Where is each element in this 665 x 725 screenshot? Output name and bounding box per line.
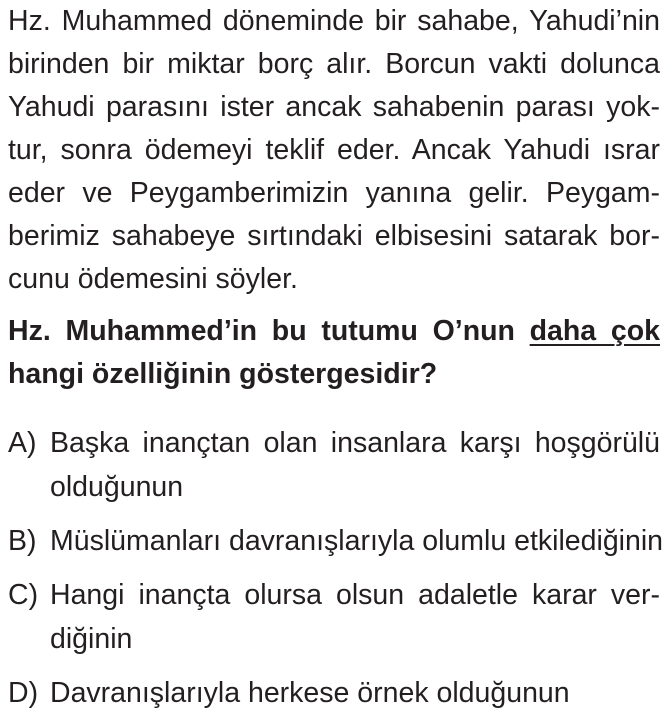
option-letter: C): [8, 579, 39, 611]
option-line: olduğunun: [50, 471, 184, 503]
passage-line: cunu ödemesini söyler.: [8, 263, 298, 295]
option-text: [50, 421, 660, 509]
passage-text: [8, 0, 660, 301]
option-c[interactable]: [8, 573, 660, 661]
option-d[interactable]: [8, 671, 660, 715]
question-line: [8, 310, 660, 353]
passage-line: berimiz sahabeye sırtındaki elbisesini satarak bor-: [8, 220, 660, 252]
question-emphasis: daha çok: [529, 315, 660, 347]
option-line: Hangi inançta olursa olsun adaletle karar ver-: [50, 579, 660, 611]
option-line: Müslümanları davranışlarıyla olumlu etkilediğinin: [50, 525, 664, 557]
option-b[interactable]: [8, 519, 664, 563]
option-line: Başka inançtan olan insanlara karşı hoşgörülü: [50, 427, 660, 459]
option-letter: D): [8, 677, 39, 709]
option-letter: B): [8, 525, 37, 557]
question-line: hangi özelliğinin göstergesidir?: [8, 358, 438, 390]
question-stem: [8, 310, 660, 396]
answer-options: [8, 421, 664, 715]
option-line: Davranışlarıyla herkese örnek olduğunun: [50, 677, 570, 709]
question-text-prefix: Hz. Muhammed’in bu tutumu O’nun: [8, 315, 530, 347]
option-a[interactable]: [8, 421, 660, 509]
passage-line: eder ve Peygamberimizin yanına gelir. Peygam-: [8, 177, 660, 209]
passage-line: tur, sonra ödemeyi teklif eder. Ancak Yahudi ısrar: [8, 134, 660, 166]
passage-line: Yahudi parasını ister ancak sahabenin parası yok-: [8, 91, 660, 123]
passage-line: Hz. Muhammed döneminde bir sahabe, Yahudi’nin: [8, 5, 660, 37]
passage-line: birinden bir miktar borç alır. Borcun vakti dolunca: [8, 48, 660, 80]
option-letter: A): [8, 427, 37, 459]
option-line: diğinin: [50, 623, 133, 655]
option-text: [50, 573, 660, 661]
question-page: [8, 0, 664, 725]
option-text: [50, 519, 664, 563]
option-text: [50, 671, 660, 715]
